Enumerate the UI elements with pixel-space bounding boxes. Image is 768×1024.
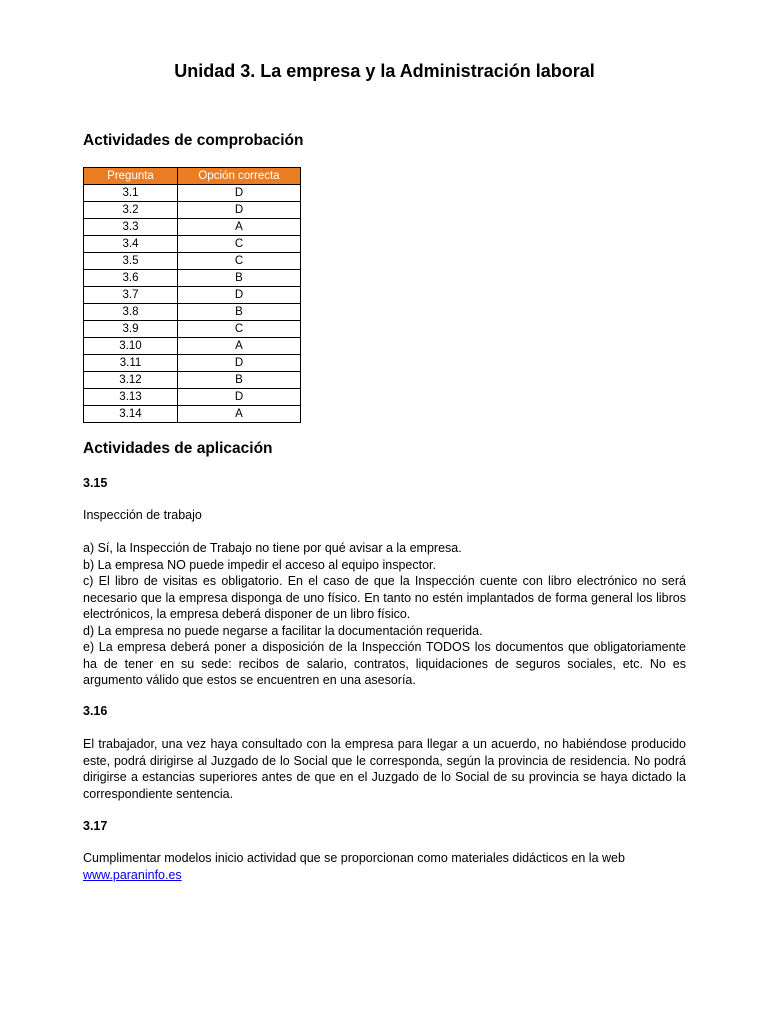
answer-cell: D [178, 202, 301, 219]
answer-cell: D [178, 389, 301, 406]
question-cell: 3.3 [84, 219, 178, 236]
column-header-opcion-correcta: Opción correcta [178, 168, 301, 185]
table-row [84, 304, 301, 321]
question-3-17-text [83, 850, 686, 883]
section-heading-comprobacion: Actividades de comprobación [83, 132, 304, 149]
paraninfo-link[interactable]: www.paraninfo.es [83, 867, 182, 882]
table-row [84, 270, 301, 287]
table-row [84, 338, 301, 355]
question-cell: 3.12 [84, 372, 178, 389]
question-3-15-subtitle: Inspección de trabajo [83, 508, 202, 522]
answer-cell: C [178, 253, 301, 270]
answer-cell: D [178, 185, 301, 202]
answer-cell: C [178, 321, 301, 338]
question-number-3-16: 3.16 [83, 704, 108, 718]
answer-cell: B [178, 372, 301, 389]
question-cell: 3.6 [84, 270, 178, 287]
question-cell: 3.8 [84, 304, 178, 321]
answers-table [83, 167, 301, 423]
answer-item-b: b) La empresa NO puede impedir el acceso al equipo inspector. [83, 557, 436, 572]
table-row [84, 287, 301, 304]
table-body [84, 185, 301, 423]
answer-item-e: e) La empresa deberá poner a disposición de la Inspección TODOS los documentos que obligatoriamente ha de tener en su sede: recibos de salario, contratos, liquidaciones de seguros sociales, etc. No es argumento válido que estos se encuentren en una asesoría. [83, 640, 686, 687]
answer-item-a: a) Sí, la Inspección de Trabajo no tiene por qué avisar a la empresa. [83, 541, 462, 555]
answer-cell: A [178, 338, 301, 355]
answer-cell: B [178, 270, 301, 287]
document-title: Unidad 3. La empresa y la Administración laboral [174, 61, 595, 81]
answer-item-c: c) El libro de visitas es obligatorio. En el caso de que la Inspección cuente con libro electrónico no será necesario que la empresa disponga de uno físico. En tanto no estén implantados de forma general los libros electrónicos, la empresa deberá disponer de un libro físico. [83, 574, 686, 621]
table-row [84, 236, 301, 253]
column-header-pregunta: Pregunta [84, 168, 178, 185]
question-3-17-body: Cumplimentar modelos inicio actividad que se proporcionan como materiales didácticos en la web [83, 851, 625, 865]
question-cell: 3.1 [84, 185, 178, 202]
answer-cell: B [178, 304, 301, 321]
table-row [84, 185, 301, 202]
table-header-row [84, 168, 301, 185]
question-number-3-15: 3.15 [83, 476, 108, 490]
table-row [84, 406, 301, 423]
answer-cell: A [178, 219, 301, 236]
table-row [84, 355, 301, 372]
question-number-3-17: 3.17 [83, 819, 108, 833]
question-cell: 3.10 [84, 338, 178, 355]
table-row [84, 372, 301, 389]
question-3-15-answers [83, 540, 686, 689]
answer-cell: A [178, 406, 301, 423]
table-row [84, 202, 301, 219]
question-cell: 3.9 [84, 321, 178, 338]
table-row [84, 253, 301, 270]
answer-item-d: d) La empresa no puede negarse a facilitar la documentación requerida. [83, 623, 483, 638]
table-row [84, 321, 301, 338]
question-3-16-text: El trabajador, una vez haya consultado con la empresa para llegar a un acuerdo, no habiéndose producido este, podrá dirigirse al Juzgado de lo Social que le corresponda, según la provincia de residencia. No podrá dirigirse a estancias superiores antes de que en el Juzgado de lo Social de su provincia se haya dictado la correspondiente sentencia. [83, 737, 686, 801]
answer-cell: C [178, 236, 301, 253]
table-row [84, 219, 301, 236]
answer-cell: D [178, 287, 301, 304]
section-heading-aplicacion: Actividades de aplicación [83, 440, 273, 457]
question-cell: 3.7 [84, 287, 178, 304]
question-cell: 3.14 [84, 406, 178, 423]
question-cell: 3.2 [84, 202, 178, 219]
question-cell: 3.5 [84, 253, 178, 270]
question-cell: 3.13 [84, 389, 178, 406]
answer-cell: D [178, 355, 301, 372]
question-cell: 3.11 [84, 355, 178, 372]
question-cell: 3.4 [84, 236, 178, 253]
table-row [84, 389, 301, 406]
